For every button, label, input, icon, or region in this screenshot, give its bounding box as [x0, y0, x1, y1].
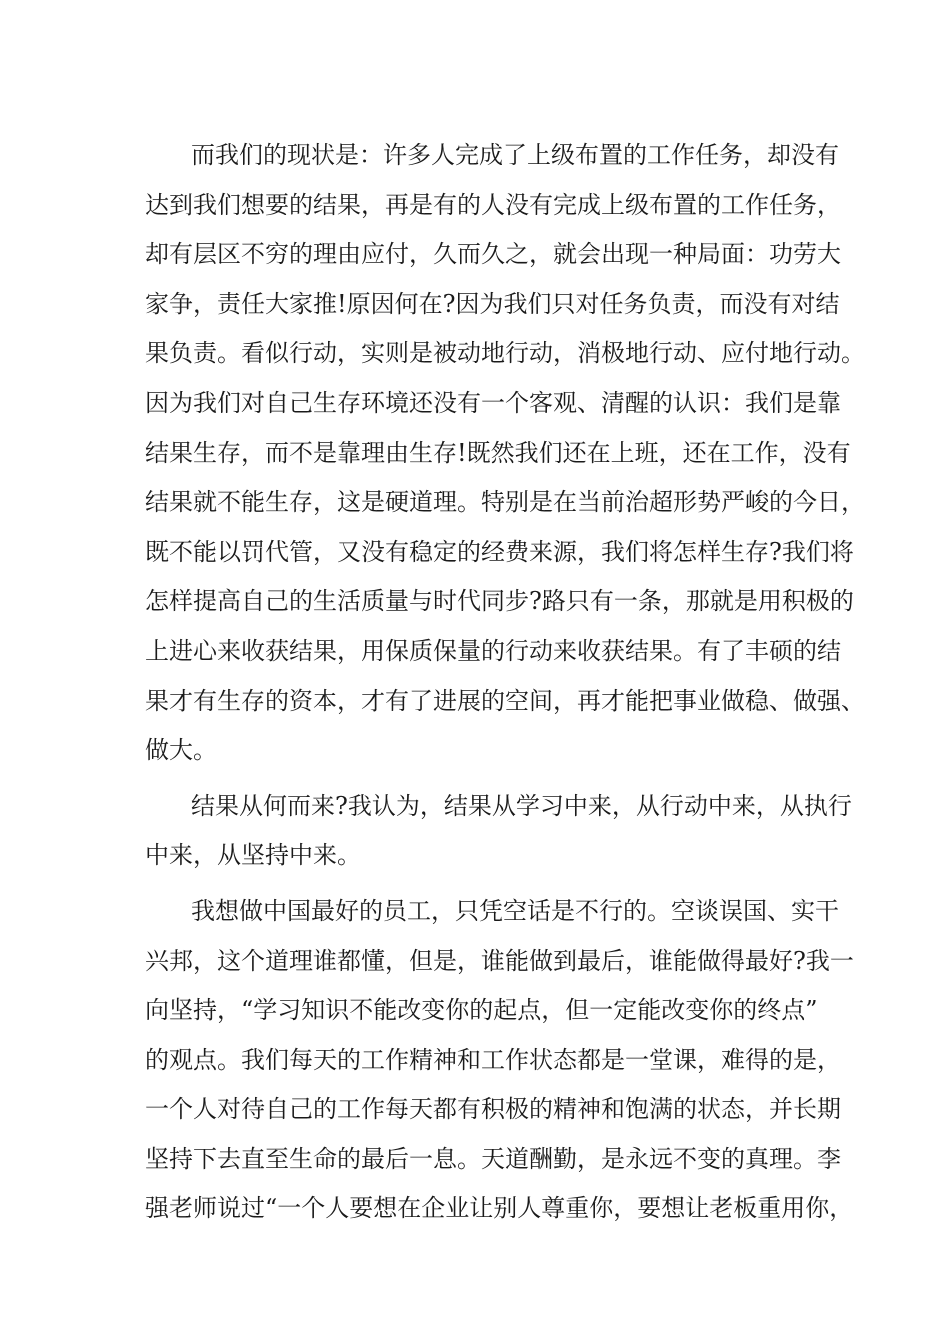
paragraph-1-line-11: 上进心来收获结果，用保质保量的行动来收获结果。有了丰硕的结: [145, 636, 841, 665]
paragraph-1-line-2: 达到我们想要的结果，再是有的人没有完成上级布置的工作任务，: [145, 190, 841, 219]
body-text: [145, 131, 865, 1234]
paragraph-3-line-2: 兴邦，这个道理谁都懂，但是，谁能做到最后，谁能做得最好?我一: [145, 946, 854, 975]
paragraph-3-line-3: 向坚持，“学习知识不能改变你的起点，但一定能改变你的终点”: [145, 996, 818, 1025]
paragraph-1-line-1: 而我们的现状是：许多人完成了上级布置的工作任务，却没有: [191, 141, 839, 169]
paragraph-1-line-3: 却有层区不穷的理由应付，久而久之，就会出现一种局面：功劳大: [145, 240, 841, 269]
paragraph-3-line-1: 我想做中国最好的员工，只凭空话是不行的。空谈误国、实干: [191, 896, 839, 925]
paragraph-3-line-4: 的观点。我们每天的工作精神和工作状态都是一堂课，难得的是，: [145, 1045, 841, 1074]
paragraph-2-line-1: 结果从何而来?我认为，结果从学习中来，从行动中来，从执行: [191, 791, 852, 820]
paragraph-1-line-6: 因为我们对自己生存环境还没有一个客观、清醒的认识：我们是靠: [145, 388, 841, 417]
paragraph-3-line-5: 一个人对待自己的工作每天都有积极的精神和饱满的状态，并长期: [145, 1095, 841, 1124]
paragraph-1-line-7: 结果生存，而不是靠理由生存!既然我们还在上班，还在工作，没有: [145, 438, 851, 467]
paragraph-1-line-10: 怎样提高自己的生活质量与时代同步?路只有一条，那就是用积极的: [145, 587, 854, 616]
paragraph-1-line-9: 既不能以罚代管，又没有稳定的经费来源，我们将怎样生存?我们将: [145, 537, 854, 566]
paragraph-1-line-13: 做大。: [145, 736, 217, 765]
paragraph-1-line-8: 结果就不能生存，这是硬道理。特别是在当前治超形势严峻的今日，: [145, 488, 865, 517]
paragraph-1-line-4: 家争，责任大家推!原因何在?因为我们只对任务负责，而没有对结: [145, 289, 840, 318]
paragraph-3-line-7: 强老师说过“一个人要想在企业让别人尊重你，要想让老板重用你，: [145, 1194, 854, 1223]
paragraph-3-line-6: 坚持下去直至生命的最后一息。天道酬勤，是永远不变的真理。李: [145, 1144, 841, 1173]
paragraph-1-line-12: 果才有生存的资本，才有了进展的空间，再才能把事业做稳、做强、: [145, 686, 865, 715]
paragraph-1-line-5: 果负责。看似行动，实则是被动地行动，消极地行动、应付地行动。: [145, 339, 865, 368]
paragraph-2-line-2: 中来，从坚持中来。: [145, 841, 361, 870]
